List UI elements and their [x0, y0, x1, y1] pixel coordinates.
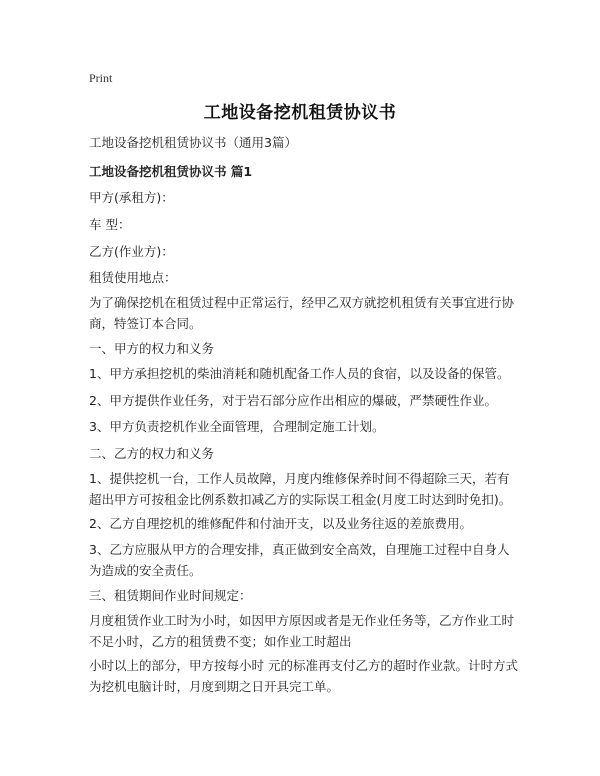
section-2-item-1: 1、提供挖机一台，工作人员故障，月度内维修保养时间不得超除三天，若有超出甲方可按租金比例系数扣减乙方的实际误工租金(月度工时达到时免扣)。	[89, 471, 512, 507]
vehicle-type-field: 车 型：	[89, 217, 131, 232]
section-3-paragraph-2: 小时以上的部分，甲方按每小时 元的标准再支付乙方的超时作业款。计时方式为挖机电脑计时，月度到期之日开具完工单。	[89, 658, 518, 694]
intro-paragraph: 为了确保挖机在租赁过程中正常运行，经甲乙双方就挖机租赁有关事宜进行协商，特签订本合同。	[89, 295, 515, 331]
document-title: 工地设备挖机租赁协议书	[203, 103, 397, 123]
section-2-item-2: 2、乙方自理挖机的维修配件和付油开支，以及业务往返的差旅费用。	[89, 516, 472, 531]
section-3-heading: 三、租赁期间作业时间规定：	[89, 588, 252, 603]
section-3-paragraph-1: 月度租赁作业工时为小时，如因甲方原因或者是无作业任务等，乙方作业工时不足小时，乙方的租赁费不变；如作业工时超出	[89, 613, 515, 649]
section-2-heading: 二、乙方的权力和义务	[89, 446, 215, 461]
section-1-item-1: 1、甲方承担挖机的柴油消耗和随机配备工作人员的食宿，以及设备的保管。	[89, 366, 510, 381]
section-2-item-3: 3、乙方应服从甲方的合理安排，真正做到安全高效，自理施工过程中自身人为造成的安全责任。	[89, 542, 510, 578]
document-subtitle: 工地设备挖机租赁协议书（通用3篇）	[89, 135, 297, 150]
party-a-field: 甲方(承租方)：	[89, 190, 174, 205]
print-label[interactable]: Print	[89, 71, 113, 85]
rental-location-field: 租赁使用地点：	[89, 270, 177, 285]
section-heading: 工地设备挖机租赁协议书 篇1	[89, 164, 253, 179]
section-1-item-3: 3、甲方负责挖机作业全面管理，合理制定施工计划。	[89, 419, 385, 434]
section-1-item-2: 2、甲方提供作业任务，对于岩石部分应作出相应的爆破，严禁硬性作业。	[89, 393, 497, 408]
section-1-heading: 一、甲方的权力和义务	[89, 341, 215, 356]
party-b-field: 乙方(作业方)：	[89, 244, 174, 259]
